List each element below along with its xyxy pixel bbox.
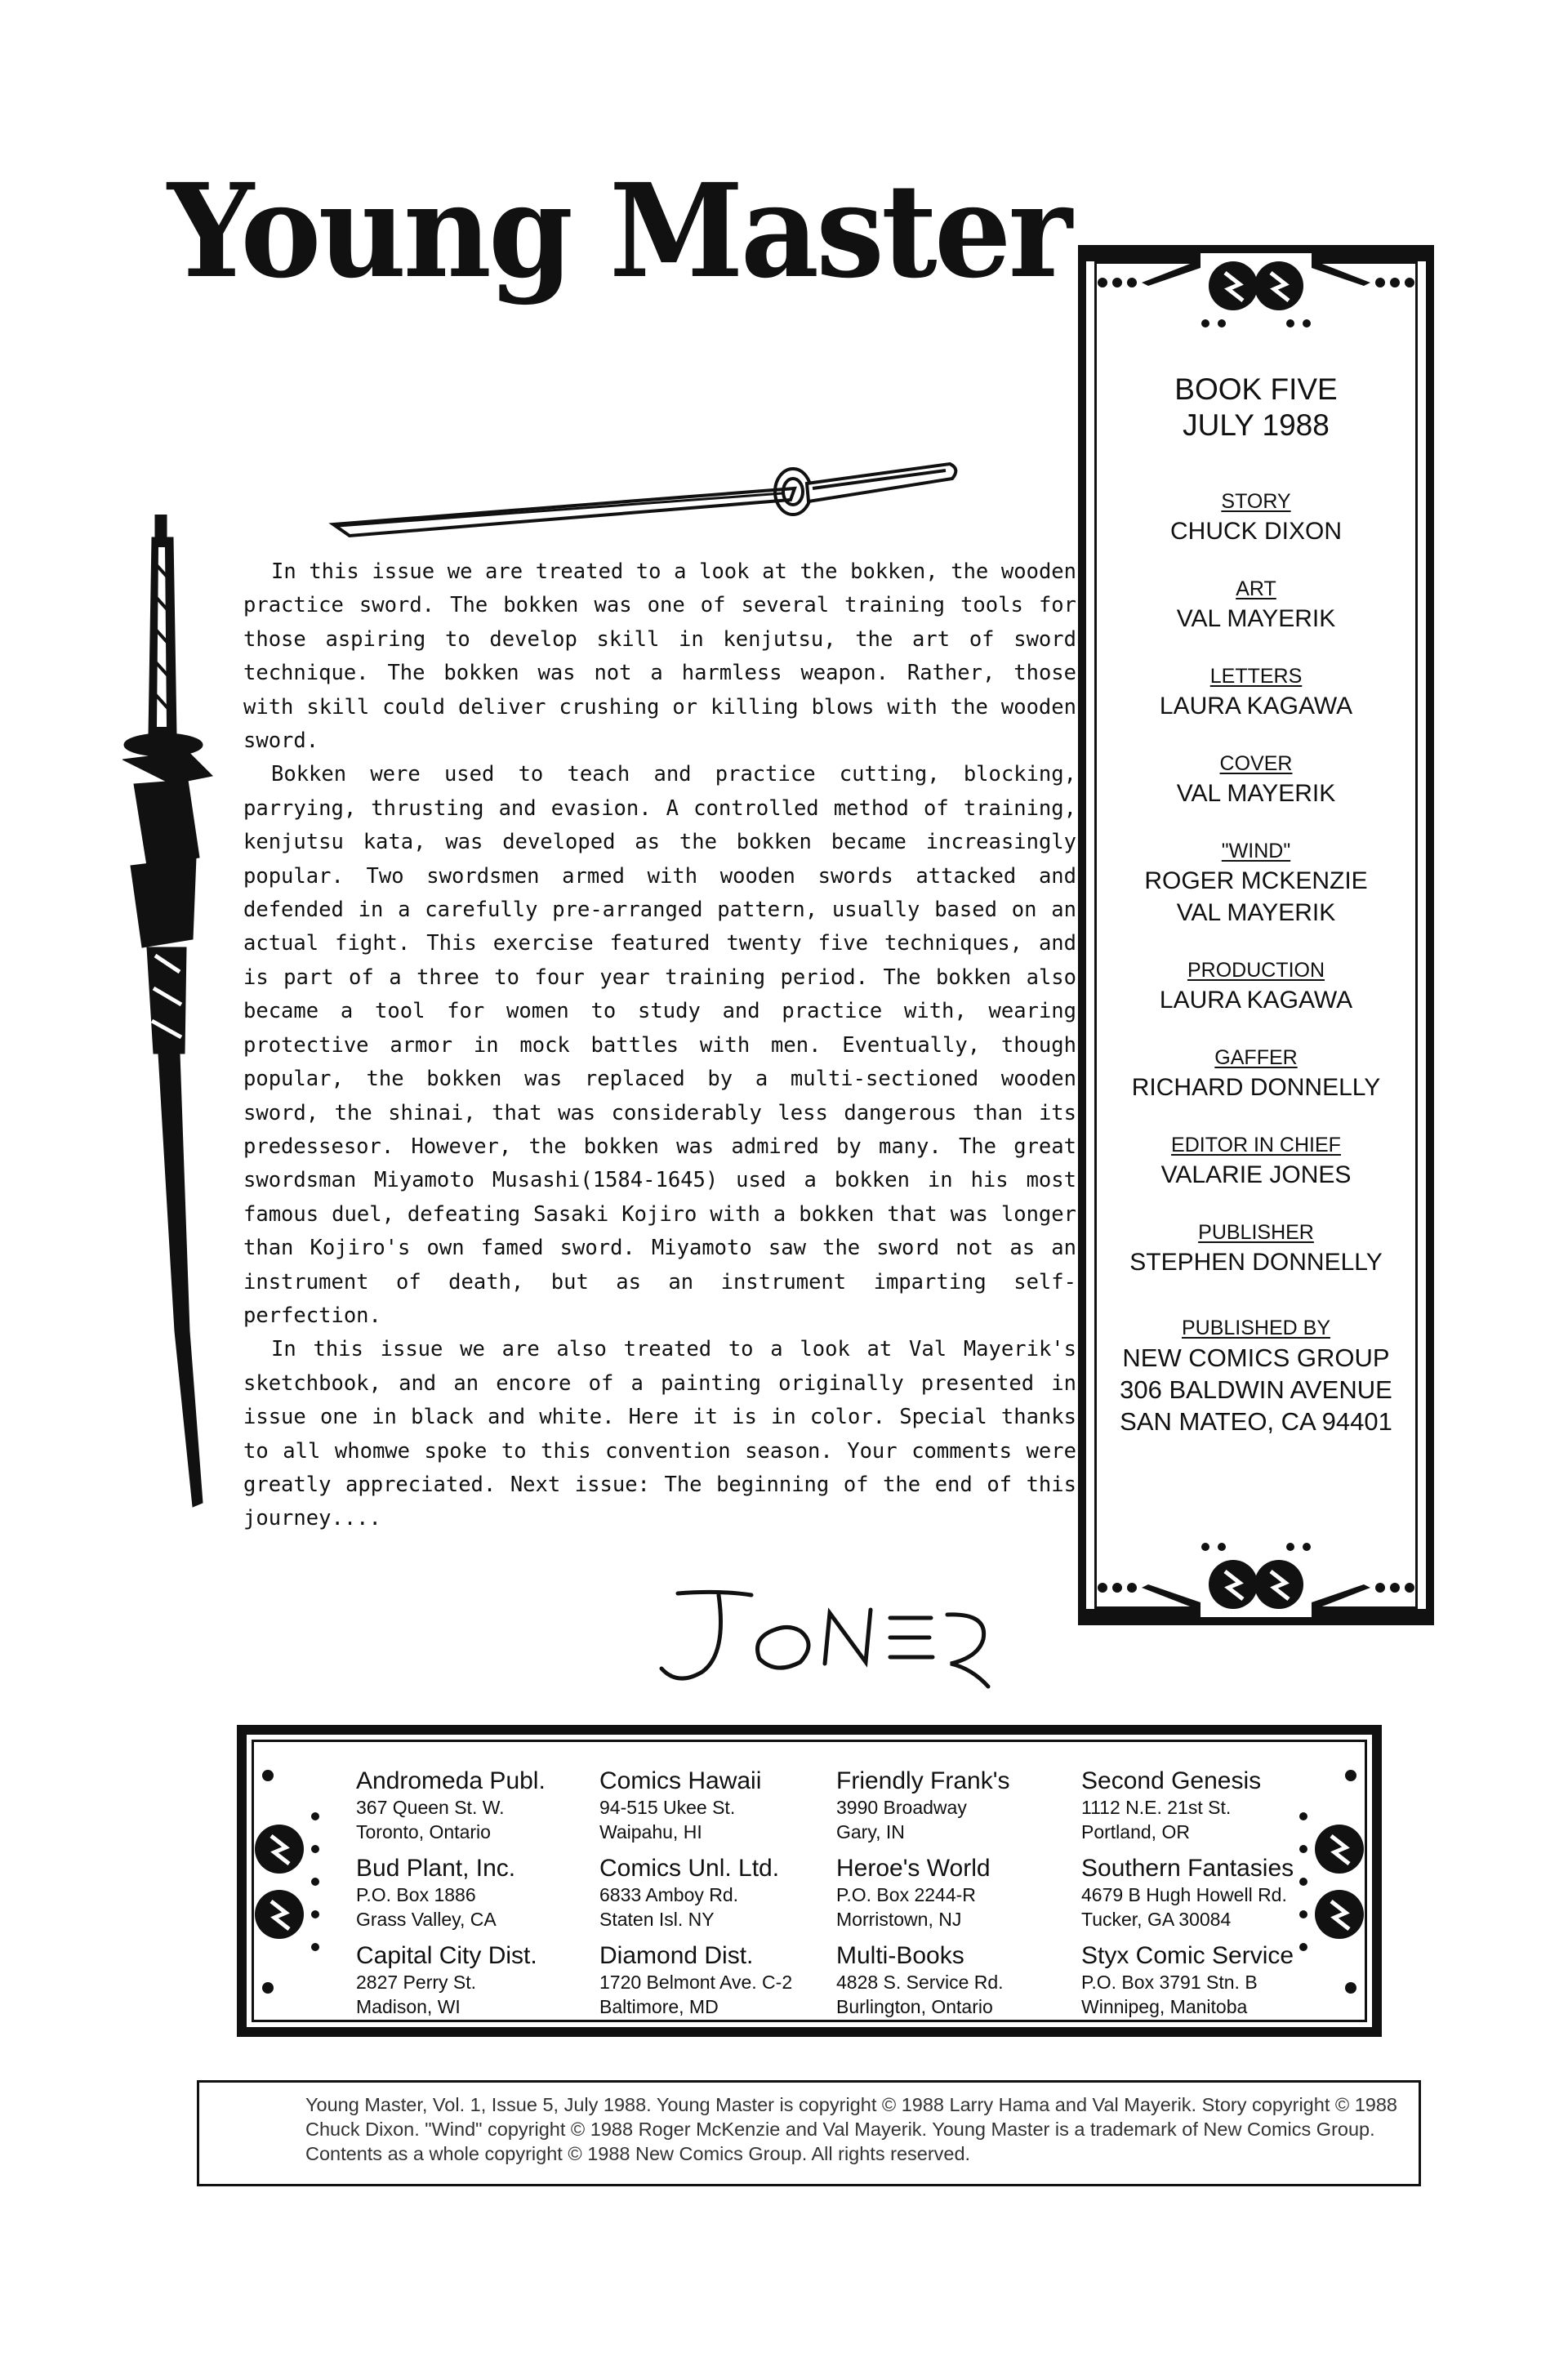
- horizontal-sword-illustration: [325, 433, 962, 555]
- distributor-entry: [1081, 1767, 1294, 1855]
- distributor-column: [599, 1767, 792, 2030]
- distributor-entry: [356, 1767, 546, 1855]
- credit-name: ROGER MCKENZIE: [1144, 867, 1368, 894]
- distributor-address: P.O. Box 2244-R: [836, 1884, 976, 1905]
- distributor-entry: [599, 1855, 792, 1942]
- credits-content: [1086, 372, 1426, 1465]
- credit-cover: [1086, 750, 1426, 809]
- distributor-city: Gary, IN: [836, 1821, 905, 1843]
- distributor-name: Diamond Dist.: [599, 1942, 754, 1969]
- credit-name: VAL MAYERIK: [1176, 605, 1336, 632]
- editorial-paragraph: In this issue we are also treated to a look at Val Mayerik's sketchbook, and an encore of a painting originally presented in issue one in black and white. Here it is in color. Special thanks to all whomwe spoke to this convention season. Your comments were greatly appreciated. Next issue: The beginning of the end of this journey....: [243, 1337, 1076, 1531]
- credits-top-ornament: [1078, 242, 1434, 364]
- credit-role: PUBLISHED BY: [1181, 1317, 1330, 1339]
- distributor-entry: [836, 1855, 1009, 1942]
- distributor-name: Southern Fantasies: [1081, 1855, 1294, 1882]
- distributor-name: Bud Plant, Inc.: [356, 1855, 516, 1882]
- distributor-city: Waipahu, HI: [599, 1821, 702, 1843]
- distributor-column: [356, 1767, 546, 2030]
- publisher-address: 306 BALDWIN AVENUE: [1120, 1375, 1392, 1404]
- credit-role: PRODUCTION: [1187, 959, 1325, 982]
- credit-published-by: [1086, 1314, 1426, 1437]
- distributor-name: Capital City Dist.: [356, 1942, 537, 1969]
- credit-art: [1086, 575, 1426, 635]
- credit-name: VALARIE JONES: [1160, 1161, 1352, 1188]
- distributor-city: Portland, OR: [1081, 1821, 1190, 1843]
- issue-date: JULY 1988: [1183, 408, 1330, 442]
- distributor-column: [836, 1767, 1009, 2030]
- vertical-sword-illustration: [122, 515, 229, 1519]
- credit-production: [1086, 956, 1426, 1016]
- distributor-address: P.O. Box 3791 Stn. B: [1081, 1972, 1258, 1993]
- credit-name: CHUCK DIXON: [1169, 518, 1342, 545]
- distributor-address: 4679 B Hugh Howell Rd.: [1081, 1884, 1287, 1905]
- distributor-entry: [356, 1942, 546, 2030]
- credit-role: LETTERS: [1209, 665, 1303, 688]
- book-number: BOOK FIVE: [1174, 372, 1338, 406]
- distributor-entry: [599, 1942, 792, 2030]
- credit-letters: [1086, 662, 1426, 722]
- distributor-address: 4828 S. Service Rd.: [836, 1972, 1004, 1993]
- credit-story: [1086, 488, 1426, 547]
- distributor-name: Friendly Frank's: [836, 1767, 1010, 1794]
- copyright-notice: Young Master, Vol. 1, Issue 5, July 1988. Young Master is copyright © 1988 Larry Hama and Val Mayerik. Story copyright © 1988 Chuck Dixon. "Wind" copyright © 1988 Roger McKenzie and Val Mayerik. Young Master is a trademark of New Comics Group. Contents as a whole copyright © 1988 New Comics Group. All rights reserved.: [197, 2080, 1421, 2186]
- editorial-text: [243, 555, 1076, 1536]
- credit-role: "WIND": [1221, 840, 1291, 862]
- credit-name: LAURA KAGAWA: [1159, 693, 1353, 720]
- editorial-paragraph: In this issue we are treated to a look at the bokken, the wooden practice sword. The bokken was one of several training tools for those aspiring to develop skill in kenjutsu, the art of sword technique. The bokken was not a harmless weapon. Rather, those with skill could deliver crushing or killing blows with the wooden sword.: [243, 559, 1076, 754]
- distributor-city: Baltimore, MD: [599, 1996, 719, 2017]
- distributor-address: 1112 N.E. 21st St.: [1081, 1797, 1232, 1818]
- credit-role: ART: [1236, 577, 1276, 600]
- distributor-address: 1720 Belmont Ave. C-2: [599, 1972, 793, 1993]
- distributor-entry: [599, 1767, 792, 1855]
- distributor-city: Morristown, NJ: [836, 1909, 962, 1930]
- distributor-address: 94-515 Ukee St.: [599, 1797, 736, 1818]
- distributor-name: Heroe's World: [836, 1855, 991, 1882]
- distributor-entry: [356, 1855, 546, 1942]
- distributor-name: Multi-Books: [836, 1942, 964, 1969]
- distributor-city: Tucker, GA 30084: [1081, 1909, 1232, 1930]
- editorial-paragraph: Bokken were used to teach and practice cutting, blocking, parrying, thrusting and evasion. A controlled method of training, kenjutsu kata, was developed as the bokken became increasingly popular. Two swordsmen armed with wooden swords attacked and defended in a carefully pre-arranged pattern, usually based on an actual fight. This exercise featured twenty five techniques, and is part of a three to four year training period. The bokken also became a tool for women to study and practice with, wearing protective armor in mock battles with men. Eventually, though popular, the bokken was replaced by a multi-sectioned wooden sword, the shinai, that was considerably less dangerous than its predessesor. However, the bokken was admired by many. The great swordsman Miyamoto Musashi(1584-1645) used a bokken in his most famous duel, defeating Sasaki Kojiro with a bokken that was longer than Kojiro's own famed sword. Miyamoto saw the sword not as an instrument of death, but as an instrument imparting self-perfection.: [243, 762, 1076, 1328]
- distributor-city: Burlington, Ontario: [836, 1996, 993, 2017]
- distributor-address: 3990 Broadway: [836, 1797, 967, 1818]
- credit-role: COVER: [1219, 752, 1293, 775]
- credit-role: STORY: [1221, 490, 1291, 513]
- distributor-name: Comics Unl. Ltd.: [599, 1855, 780, 1882]
- signature-jones: [645, 1572, 1004, 1695]
- distributors-left-ornament: [252, 1759, 325, 2004]
- credit-name: VAL MAYERIK: [1176, 780, 1336, 807]
- credit-publisher: [1086, 1219, 1426, 1278]
- publisher-name: NEW COMICS GROUP: [1122, 1343, 1390, 1372]
- distributor-name: Styx Comic Service: [1081, 1942, 1294, 1969]
- credit-role: PUBLISHER: [1198, 1221, 1314, 1244]
- distributor-address: 2827 Perry St.: [356, 1972, 477, 1993]
- credits-bottom-ornament: [1078, 1506, 1434, 1629]
- distributor-address: P.O. Box 1886: [356, 1884, 476, 1905]
- credit-name: RICHARD DONNELLY: [1131, 1074, 1381, 1101]
- distributor-address: 367 Queen St. W.: [356, 1797, 505, 1818]
- credit-editor-in-chief: [1086, 1131, 1426, 1191]
- distributor-entry: [1081, 1942, 1294, 2030]
- distributors-box: [237, 1725, 1382, 2037]
- distributor-name: Comics Hawaii: [599, 1767, 762, 1794]
- page-title: Young Master: [167, 156, 1070, 307]
- distributor-city: Winnipeg, Manitoba: [1081, 1996, 1248, 2017]
- distributor-name: Andromeda Publ.: [356, 1767, 546, 1794]
- distributor-city: Staten Isl. NY: [599, 1909, 715, 1930]
- distributor-city: Toronto, Ontario: [356, 1821, 491, 1843]
- credit-name: LAURA KAGAWA: [1159, 987, 1353, 1014]
- credit-wind: [1086, 837, 1426, 929]
- distributor-entry: [836, 1942, 1009, 2030]
- credit-name: STEPHEN DONNELLY: [1129, 1249, 1383, 1276]
- distributor-address: 6833 Amboy Rd.: [599, 1884, 739, 1905]
- credit-name: VAL MAYERIK: [1176, 899, 1336, 926]
- distributor-entry: [1081, 1855, 1294, 1942]
- distributors-right-ornament: [1294, 1759, 1367, 2004]
- credit-role: EDITOR IN CHIEF: [1171, 1134, 1341, 1156]
- distributor-name: Second Genesis: [1081, 1767, 1262, 1794]
- credits-panel: [1078, 245, 1434, 1625]
- credit-role: GAFFER: [1214, 1046, 1298, 1069]
- publisher-city: SAN MATEO, CA 94401: [1120, 1407, 1392, 1436]
- distributor-city: Madison, WI: [356, 1996, 461, 2017]
- distributor-entry: [836, 1767, 1009, 1855]
- distributor-city: Grass Valley, CA: [356, 1909, 497, 1930]
- distributor-column: [1081, 1767, 1294, 2030]
- credit-gaffer: [1086, 1044, 1426, 1103]
